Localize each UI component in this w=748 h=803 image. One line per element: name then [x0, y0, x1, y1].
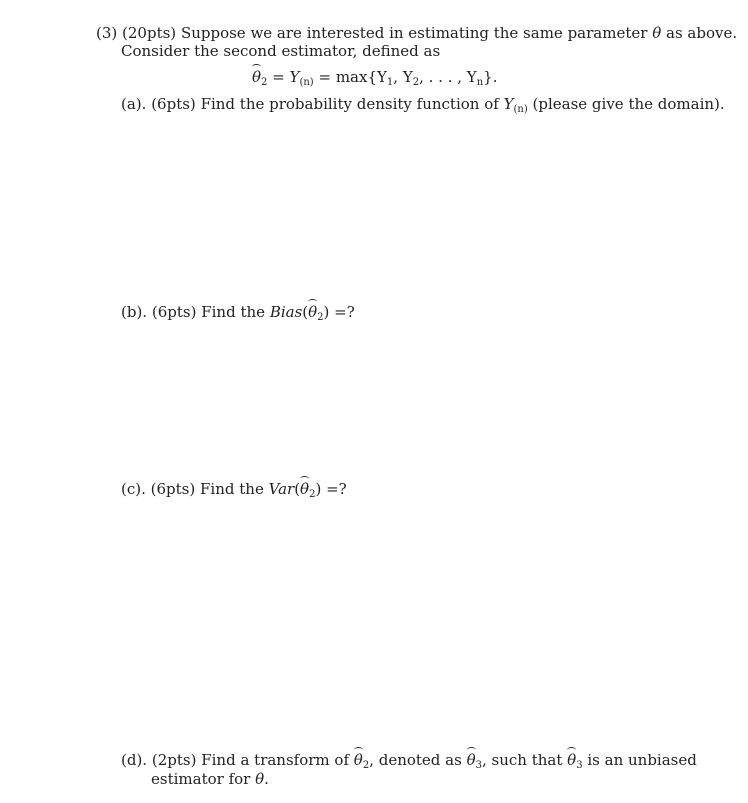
part-text-line2: estimator for	[151, 770, 251, 788]
sep: }.	[483, 68, 498, 86]
subscript: 2	[362, 760, 370, 771]
part-c: (c). (6pts) Find the $Var(\theta_2)$ =?	[121, 480, 347, 500]
intro-text: Suppose we are interested in estimating the same parameter	[180, 24, 648, 42]
part-text: Find the	[201, 303, 266, 321]
part-text: Find the probability density function of	[200, 95, 499, 113]
theta-hat: θ	[300, 480, 310, 498]
theta-hat: θ	[466, 751, 476, 769]
subscript: 2	[309, 489, 316, 500]
part-text-mid: , denoted as	[369, 751, 462, 769]
theta-hat: θ	[353, 751, 363, 769]
part-text-mid: , such that	[482, 751, 563, 769]
part-label: (c).	[121, 480, 146, 498]
theta-hat: θ	[308, 303, 318, 321]
y-variable: Y	[289, 68, 300, 86]
part-text-end: (please give the domain).	[532, 95, 725, 113]
part-points: (6pts)	[151, 95, 196, 113]
equals-sign: =	[272, 68, 285, 86]
estimator-equation	[252, 68, 497, 92]
bias-function: Bias	[269, 303, 303, 321]
theta-symbol: θ	[255, 770, 265, 788]
problem-points: (20pts)	[122, 24, 177, 42]
part-text-end: ) =?	[315, 480, 347, 498]
part-a	[121, 95, 725, 119]
sep: .	[264, 770, 269, 788]
part-b: (b). (6pts) Find the $Bias(\theta_2)$ =?	[121, 303, 355, 323]
subscript: 3	[576, 760, 583, 771]
part-text: Find a transform of	[201, 751, 349, 769]
part-label: (a).	[121, 95, 147, 113]
var-function: Var	[268, 480, 295, 498]
part-text-end: ) =?	[323, 303, 355, 321]
intro-text-end: as above.	[666, 24, 738, 42]
part-text-end: is an unbiased	[587, 751, 697, 769]
theta-symbol: θ	[652, 24, 662, 42]
part-points: (2pts)	[151, 751, 197, 769]
subscript: 2	[261, 77, 268, 88]
y-variable: Y	[503, 95, 514, 113]
theta-hat: θ	[567, 751, 577, 769]
subscript: n	[476, 77, 484, 88]
problem-number: (3)	[96, 24, 118, 42]
part-label: (b).	[121, 303, 148, 321]
max-expression: = max{Y	[318, 68, 387, 86]
part-points: (6pts)	[150, 480, 196, 498]
sep: , . . . , Y	[419, 68, 477, 86]
subscript: (n)	[513, 104, 528, 115]
intro-text-line2: Consider the second estimator, defined as	[121, 42, 441, 60]
subscript: (n)	[299, 77, 314, 88]
subscript: 3	[475, 760, 482, 771]
theta-hat: θ	[252, 68, 262, 86]
sep: , Y	[393, 68, 413, 86]
part-points: (6pts)	[151, 303, 197, 321]
subscript: 2	[412, 77, 420, 88]
subscript: 2	[317, 312, 324, 323]
part-d-line2	[151, 770, 269, 788]
part-text: Find the	[200, 480, 264, 498]
subscript: 1	[386, 77, 394, 88]
problem-intro-line2	[121, 42, 440, 60]
part-label: (d).	[121, 751, 148, 769]
problem-intro-line1	[96, 24, 737, 42]
